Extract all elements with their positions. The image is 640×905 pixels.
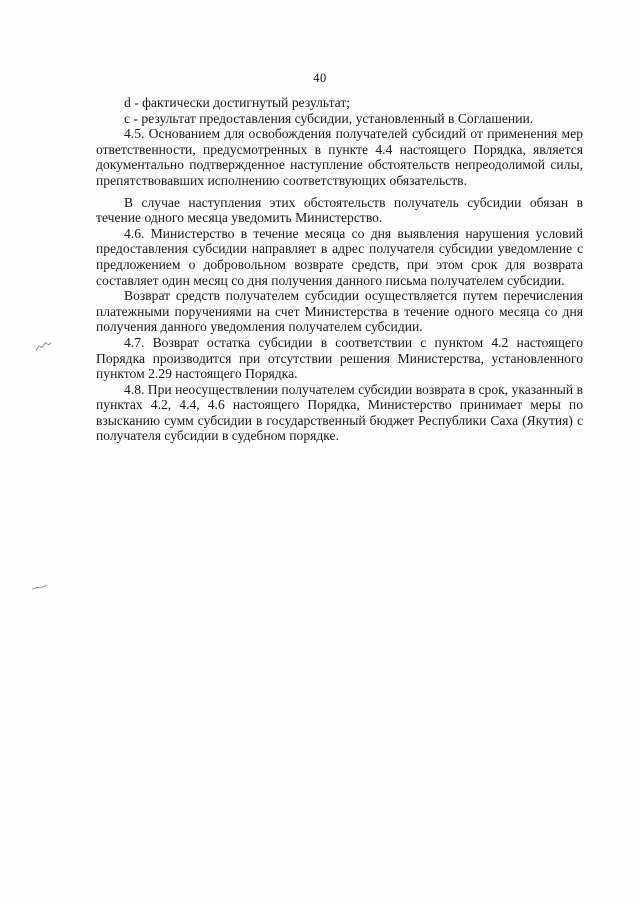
paragraph-4-8: 4.8. При неосуществлении получателем субсидии возврата в срок, указанный в пунктах 4.2, 4.4, 4.6 настоящего Порядка, Министерство принимает меры по взысканию сумм субсидии в государственный бюджет Республики Саха (Якутия) с получателя субсидии в судебном порядке. [96, 381, 583, 444]
paragraph-c-definition: c - результат предоставления субсидии, установленный в Соглашении. [124, 110, 534, 126]
paragraph-4-5: 4.5. Основанием для освобождения получателей субсидий от применения мер ответственности, предусмотренных в пункте 4.4 настоящего Порядка, является документально подтвержденное наступление обстоятельств непреодолимой силы, препятствовавших исполнению соответствующих обязательств. [96, 126, 583, 188]
document-body [96, 95, 583, 444]
page-number: 40 [313, 71, 327, 85]
scan-artifact-mark [33, 339, 55, 353]
paragraph-4-6: 4.6. Министерство в течение месяца со дня выявления нарушения условий предоставления субсидии направляет в адрес получателя субсидии уведомление с предложением о добровольном возврате средств, при этом срок для возврата составляет один месяц со дня получения данного письма получателем субсидии. [96, 225, 583, 288]
paragraph-4-5-notice: В случае наступления этих обстоятельств получатель субсидии обязан в течение одного месяца уведомить Министерство. [96, 194, 583, 226]
paragraph-d-definition: d - фактически достигнутый результат; [124, 95, 351, 110]
paragraph-4-7: 4.7. Возврат остатка субсидии в соответствии с пунктом 4.2 настоящего Порядка производится при отсутствии решения Министерства, установленного пунктом 2.29 настоящего Порядка. [96, 334, 583, 382]
scan-artifact-mark [31, 582, 50, 592]
paragraph-4-6-return: Возврат средств получателем субсидии осуществляется путем перечисления платежными поручениями на счет Министерства в течение одного месяца со дня получения данного уведомления получателем субсидии. [96, 288, 583, 335]
